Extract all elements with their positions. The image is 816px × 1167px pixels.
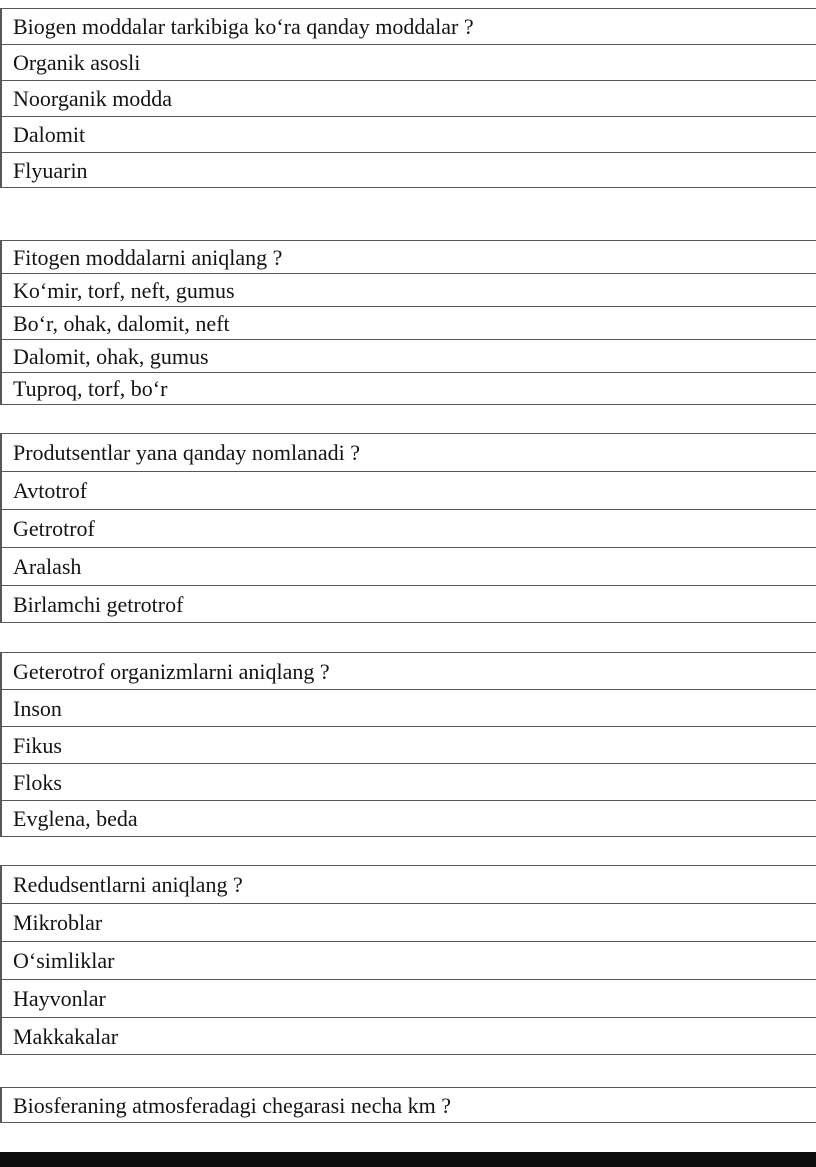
question-block-1 <box>0 8 816 188</box>
question-row <box>2 433 816 471</box>
answer-text: Inson <box>13 695 62 721</box>
question-row <box>2 8 816 44</box>
answer-text: Flyuarin <box>13 157 88 183</box>
question-text: Fitogen moddalarni aniqlang ? <box>13 244 283 270</box>
answer-row <box>2 372 816 405</box>
answer-text: Bo‘r, ohak, dalomit, neft <box>13 310 230 336</box>
answer-text: Birlamchi getrotrof <box>13 591 184 617</box>
question-text: Biogen moddalar tarkibiga ko‘ra qanday moddalar ? <box>13 14 474 39</box>
answer-text: Avtotrof <box>13 478 88 503</box>
answer-row <box>2 903 816 941</box>
answer-text: Fikus <box>13 732 62 758</box>
answer-row <box>2 471 816 509</box>
question-text: Produtsentlar yana qanday nomlanadi ? <box>13 440 361 465</box>
answer-text: Hayvonlar <box>13 986 106 1011</box>
answer-row <box>2 979 816 1017</box>
answer-text: Getrotrof <box>13 516 95 541</box>
answer-row <box>2 689 816 726</box>
question-block-4 <box>0 652 816 837</box>
answer-row <box>2 152 816 188</box>
answer-row <box>2 800 816 837</box>
question-text: Biosferaning atmosferadagi chegarasi necha km ? <box>13 1092 451 1118</box>
answer-row <box>2 44 816 80</box>
answer-text: Dalomit, ohak, gumus <box>13 343 209 369</box>
question-block-5 <box>0 865 816 1055</box>
answer-row <box>2 941 816 979</box>
answer-row <box>2 726 816 763</box>
question-row <box>2 1087 816 1123</box>
answer-text: Evglena, beda <box>13 806 138 831</box>
answer-row <box>2 547 816 585</box>
question-block-2 <box>0 240 816 405</box>
answer-text: Noorganik modda <box>13 86 173 111</box>
answer-row <box>2 763 816 800</box>
question-text: Redudsentlarni aniqlang ? <box>13 872 243 897</box>
answer-row <box>2 339 816 372</box>
answer-text: Makkakalar <box>13 1023 119 1049</box>
answer-text: Mikroblar <box>13 910 103 935</box>
answer-row <box>2 80 816 116</box>
question-row <box>2 652 816 689</box>
answer-row <box>2 306 816 339</box>
question-block-6 <box>0 1087 816 1123</box>
question-text: Geterotrof organizmlarni aniqlang ? <box>13 658 330 684</box>
answer-text: Dalomit <box>13 122 86 147</box>
answer-row <box>2 509 816 547</box>
question-row <box>2 865 816 903</box>
answer-text: Tuproq, torf, bo‘r <box>13 376 168 401</box>
answer-text: Organik asosli <box>13 50 141 75</box>
answer-row <box>2 585 816 623</box>
answer-row <box>2 273 816 306</box>
scan-edge-bar <box>0 1152 816 1167</box>
answer-row <box>2 116 816 152</box>
answer-text: Floks <box>13 769 62 795</box>
answer-text: Ko‘mir, torf, neft, gumus <box>13 277 235 303</box>
answer-row <box>2 1017 816 1055</box>
answer-text: O‘simliklar <box>13 948 115 973</box>
question-block-3 <box>0 433 816 623</box>
question-row <box>2 240 816 273</box>
answer-text: Aralash <box>13 554 82 579</box>
